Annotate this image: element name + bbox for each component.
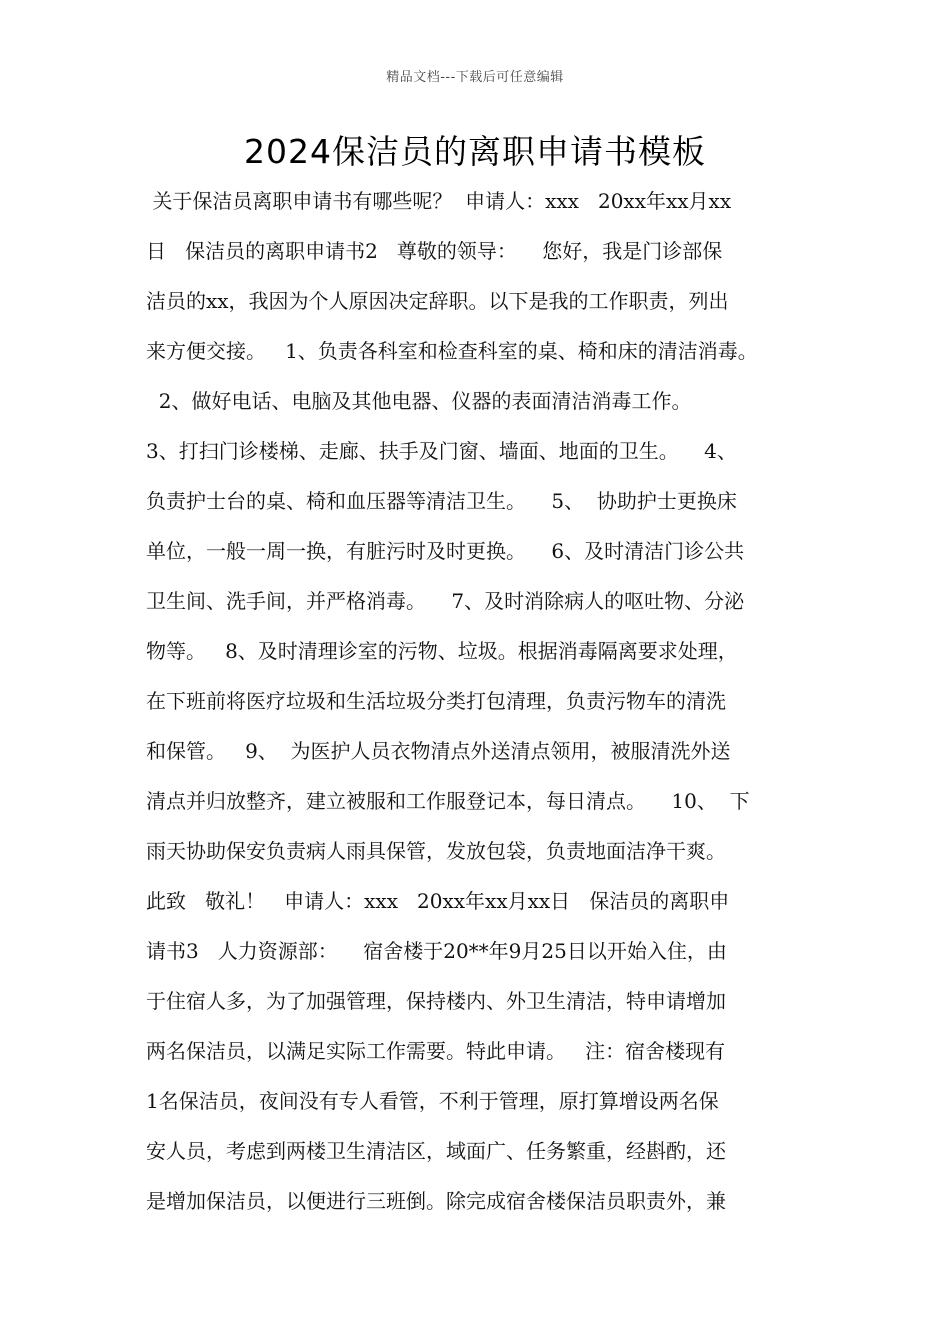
body-line: 和保管。 9、 为医护人员衣物清点外送清点领用，被服清洗外送	[146, 739, 731, 763]
page-header: 精品文档---下载后可任意编辑	[386, 70, 564, 85]
body-line: 请书3 人力资源部： 宿舍楼于20**年9月25日以开始入住，由	[146, 939, 727, 963]
body-line: 雨天协助保安负责病人雨具保管，发放包袋，负责地面洁净干爽。	[146, 839, 726, 863]
document-body	[146, 176, 826, 1226]
body-line: 日 保洁员的离职申请书2 尊敬的领导： 您好，我是门诊部保	[146, 239, 723, 263]
body-line: 来方便交接。 1、负责各科室和检查科室的桌、椅和床的清洁消毒。	[146, 339, 758, 363]
body-line: 单位，一般一周一换，有脏污时及时更换。 6、及时清洁门诊公共	[146, 539, 745, 563]
body-line: 清点并归放整齐，建立被服和工作服登记本，每日清点。 10、 下	[146, 789, 750, 813]
body-line: 在下班前将医疗垃圾和生活垃圾分类打包清理，负责污物车的清洗	[146, 689, 726, 713]
body-line: 1名保洁员，夜间没有专人看管，不利于管理，原打算增设两名保	[146, 1089, 719, 1113]
body-line: 两名保洁员，以满足实际工作需要。特此申请。 注：宿舍楼现有	[146, 1039, 726, 1063]
body-line: 负责护士台的桌、椅和血压器等清洁卫生。 5、 协助护士更换床	[146, 489, 737, 513]
body-line: 关于保洁员离职申请书有哪些呢？ 申请人：xxx 20xx年xx月xx	[146, 189, 732, 213]
document-title: 2024保洁员的离职申请书模板	[244, 132, 706, 171]
body-line: 安人员，考虑到两楼卫生清洁区，域面广、任务繁重，经斟酌，还	[146, 1139, 726, 1163]
body-line: 3、打扫门诊楼梯、走廊、扶手及门窗、墙面、地面的卫生。 4、	[146, 439, 737, 463]
body-line: 是增加保洁员，以便进行三班倒。除完成宿舍楼保洁员职责外，兼	[146, 1189, 726, 1213]
body-line: 于住宿人多，为了加强管理，保持楼内、外卫生清洁，特申请增加	[146, 989, 726, 1013]
body-line: 此致 敬礼！ 申请人：xxx 20xx年xx月xx日 保洁员的离职申	[146, 889, 730, 913]
body-line: 物等。 8、及时清理诊室的污物、垃圾。根据消毒隔离要求处理，	[146, 639, 738, 663]
body-line: 2、做好电话、电脑及其他电器、仪器的表面清洁消毒工作。	[146, 389, 692, 413]
body-line: 洁员的xx，我因为个人原因决定辞职。以下是我的工作职责，列出	[146, 289, 729, 313]
body-line: 卫生间、洗手间，并严格消毒。 7、及时消除病人的呕吐物、分泌	[146, 589, 745, 613]
